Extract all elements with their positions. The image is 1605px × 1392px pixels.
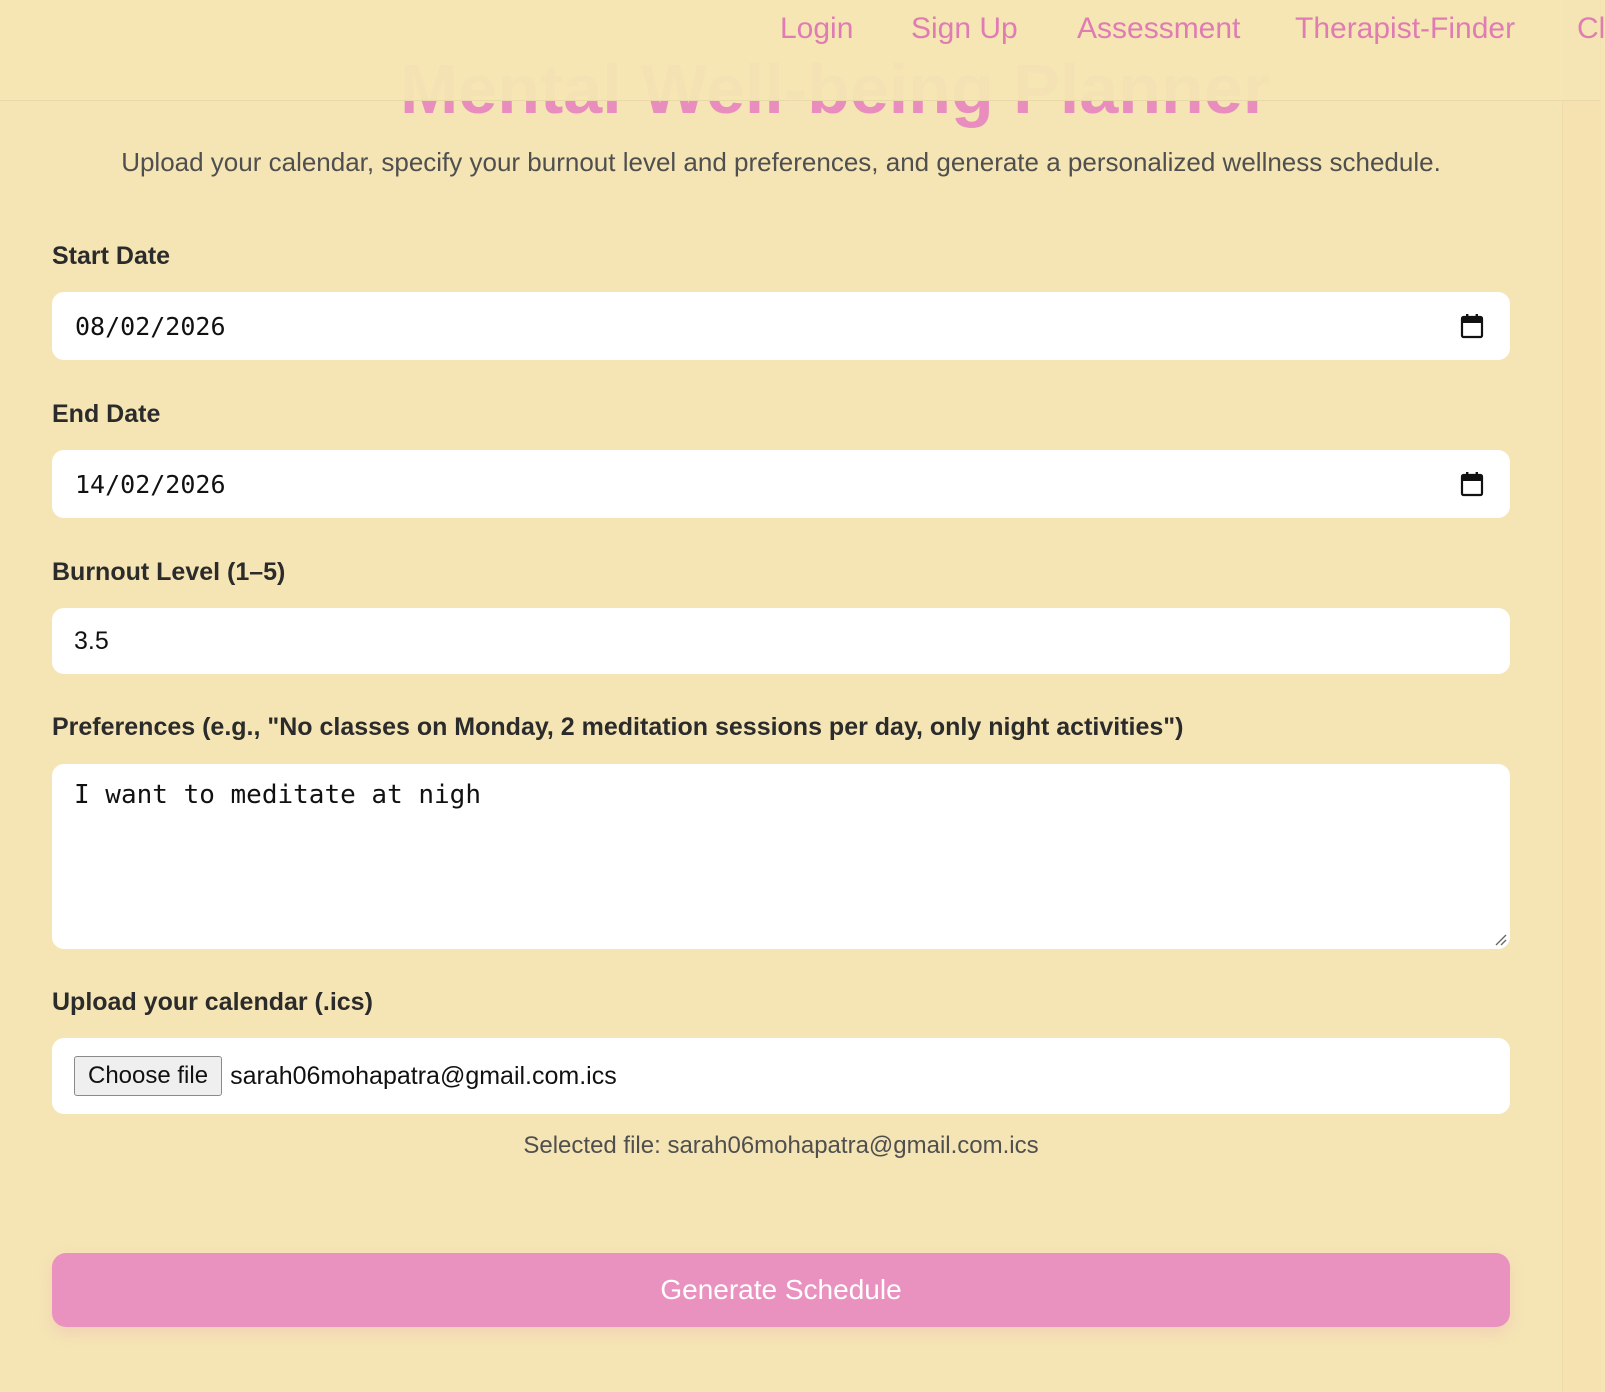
end-date-label: End Date — [52, 400, 161, 428]
nav-link-therapist-finder[interactable]: Therapist-Finder — [1295, 12, 1516, 45]
start-date-input[interactable] — [52, 292, 1510, 360]
selected-file-text: Selected file: sarah06mohapatra@gmail.com.ics — [523, 1132, 1039, 1159]
nav-link-assessment[interactable]: Assessment — [1077, 12, 1241, 45]
calendar-icon[interactable] — [1460, 471, 1484, 497]
nav-link-sign-up[interactable]: Sign Up — [911, 12, 1018, 45]
resize-handle-icon[interactable] — [1493, 932, 1507, 946]
start-date-label: Start Date — [52, 242, 171, 270]
nav-link-clipped[interactable]: Cl — [1577, 12, 1605, 45]
scrollbar-track[interactable] — [1562, 0, 1601, 1392]
preferences-textarea[interactable] — [52, 764, 1510, 949]
burnout-level-label: Burnout Level (1–5) — [52, 558, 286, 586]
top-navbar — [0, 0, 1605, 101]
start-date-value: 08/02/2026 — [75, 311, 226, 341]
upload-calendar-label: Upload your calendar (.ics) — [52, 988, 373, 1016]
burnout-level-value: 3.5 — [74, 626, 109, 655]
choose-file-button[interactable]: Choose file — [74, 1056, 222, 1096]
preferences-label: Preferences (e.g., "No classes on Monday, 2 meditation sessions per day, only night activities") — [52, 713, 1184, 741]
calendar-file-input[interactable] — [52, 1038, 1510, 1114]
page-subtitle: Upload your calendar, specify your burnout level and preferences, and generate a personalized wellness schedule. — [121, 147, 1441, 177]
end-date-input[interactable] — [52, 450, 1510, 518]
calendar-icon[interactable] — [1460, 313, 1484, 339]
generate-schedule-button[interactable]: Generate Schedule — [52, 1253, 1510, 1327]
burnout-level-input[interactable] — [52, 608, 1510, 674]
end-date-value: 14/02/2026 — [75, 469, 226, 499]
preferences-value: I want to meditate at nigh — [74, 780, 481, 810]
chosen-file-name: sarah06mohapatra@gmail.com.ics — [230, 1061, 617, 1090]
nav-link-login[interactable]: Login — [780, 12, 854, 45]
